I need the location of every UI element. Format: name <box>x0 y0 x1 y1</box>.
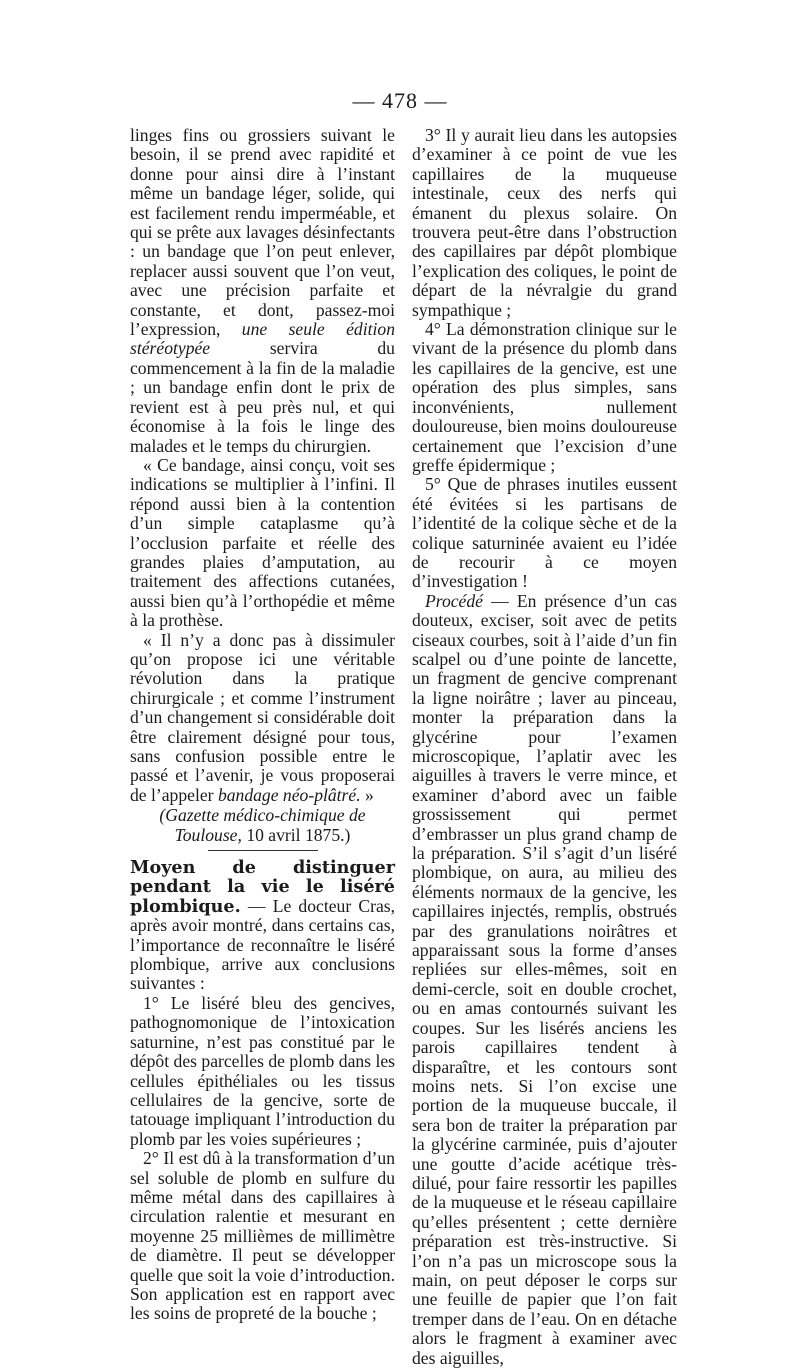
paragraph <box>412 592 677 1368</box>
section-heading: Moyen de distinguer pendant la vie le liséré plombique. <box>130 857 395 917</box>
emphasis-text: une seule édition stéréotypée <box>130 319 395 359</box>
paragraph-text: « Il n’y a donc pas à dissimuler qu’on propose ici une véritable révolution dans la pratique chirurgicale ; et comme l’instrument d’un changement si considérable doit être clairement désigné pour tous, sans confusion possible entre le passé et l’avenir, je vous proposerai de l’appeler <box>130 629 395 805</box>
section-divider <box>208 850 318 851</box>
left-column <box>130 126 395 1324</box>
citation-source: (Gazette médico-chimique de Toulouse, <box>159 805 366 845</box>
right-column <box>412 126 677 1368</box>
paragraph-text: — En présence d’un cas douteux, exciser, soit avec de petits ciseaux courbes, soit à l’aide d’un fin scalpel ou d’une pointe de lancette, un fragment de gencive comprenant la ligne noirâtre ; laver au pinceau, monter la préparation dans la glycérine pour l’examen microscopique, l’aplatir avec les aiguilles à travers le verre mince, et examiner d’abord avec un faible grossissement qui permet d’embrasser un plus grand champ de la préparation. S’il s’agit d’un liséré plombique, on aura, au milieu des éléments normaux de la gencive, les capillaires injectés, remplis, obstrués par des granulations noirâtres et apparaissant sous la forme d’anses repliées sur elles-mêmes, soit en demi-cercle, soit en double crochet, ou en amas contournés suivant les coupes. Sur les lisérés anciens les parois capillaires tendent à disparaître, et les contours sont moins nets. Si l’on excise une portion de la muqueuse buccale, il sera bon de traiter la préparation par la glycérine carminée, puis d’ajouter une goutte d’acide acétique très-dilué, pour faire ressortir les papilles de la muqueuse et le réseau capillaire qu’elles présentent ; cette dernière préparation est très-instructive. Si l’on n’a pas un microscope sous la main, on peut déposer le corps sur une feuille de papier que l’on fait tremper dans de l’eau. On en détache alors le fragment à examiner avec des aiguilles, <box>412 590 678 1368</box>
page-number: — 478 — <box>352 88 448 113</box>
paragraph <box>130 631 395 806</box>
paragraph-text: » <box>365 784 374 805</box>
emphasis-text: Procédé <box>425 590 483 611</box>
paragraph: 3° Il y aurait lieu dans les autopsies d’examiner à ce point de vue les capillaires de la muqueuse intestinale, ceux des nerfs qui émanent du plexus solaire. On trouvera peut-être dans l’obstruction des capillaires par dépôt plombique l’explication des coliques, le point de départ de la névralgie du grand sympathique ; <box>412 125 677 320</box>
paragraph: 4° La démonstration clinique sur le vivant de la présence du plomb dans les capillaires de la gencive, est une opération des plus simples, sans inconvénients, nullement douloureuse, bien moins douloureuse certainement que l’excision d’une greffe épidermique ; <box>412 319 677 475</box>
citation <box>130 806 395 845</box>
paragraph-text: servira du commencement à la fin de la maladie ; un bandage enfin dont le prix de revient est à peu près nul, et qui économise à la fois le linge des malades et le temps du chirurgien. <box>130 338 395 456</box>
paragraph: 5° Que de phrases inutiles eussent été évitées si les partisans de l’identité de la colique sèche et de la colique saturninée avaient eu l’idée de recourir à ce moyen d’investigation ! <box>412 474 677 592</box>
paragraph: 2° Il est dû à la transformation d’un sel soluble de plomb en sulfure du même métal dans des capillaires à circulation ralentie et mesurant en moyenne 25 millièmes de millimètre de diamètre. Il peut se développer quelle que soit la voie d’introduction. Son application est en rapport avec les soins de propreté de la bouche ; <box>130 1148 395 1324</box>
emphasis-text: bandage néo-plâtré. <box>217 784 361 805</box>
paragraph-text: — Le docteur Cras, après avoir montré, dans certains cas, l’importance de reconnaître le liséré plombique, arrive aux conclusions suivantes : <box>130 895 396 994</box>
citation-date: 10 avril 1875.) <box>246 824 351 845</box>
paragraph: 1° Le liséré bleu des gencives, pathognomonique de l’intoxication saturnine, n’est pas constitué par le dépôt des parcelles de plomb dans les cellules épithéliales ou les tissus cellulaires de la gencive, sorte de tatouage impliquant l’introduction du plomb par les voies supérieures ; <box>130 992 395 1149</box>
paragraph-text: linges fins ou grossiers suivant le besoin, il se prend avec rapidité et donne pour ainsi dire à l’instant même un bandage léger, solide, qui est facilement rendu imperméable, et qui se prête aux lavages désinfectants : un bandage que l’on peut enlever, replacer aussi souvent que l’on veut, avec une précision parfaite et constante, et dont, passez-moi l’expression, <box>130 125 395 340</box>
paragraph <box>130 126 395 456</box>
section-paragraph <box>130 858 395 994</box>
paragraph: « Ce bandage, ainsi conçu, voit ses indications se multiplier à l’infini. Il répond aussi bien à la contention d’un simple cataplasme qu’à l’occlusion parfaite et réelle des grandes plaies d’amputation, au traitement des affections cutanées, aussi bien qu’à l’orthopédie et même à la prothèse. <box>130 454 395 631</box>
